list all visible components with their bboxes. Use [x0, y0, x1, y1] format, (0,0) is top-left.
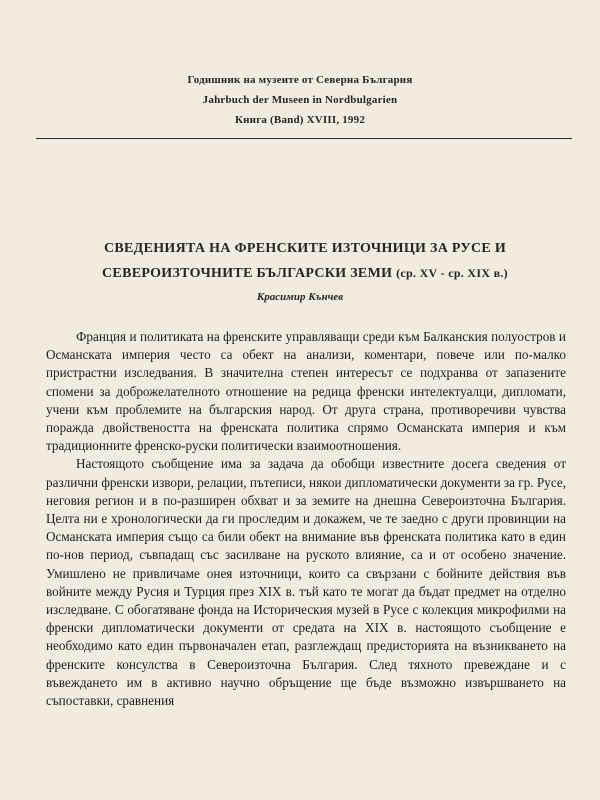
- journal-name-german: Jahrbuch der Museen in Nordbulgarien: [202, 94, 398, 106]
- article-title-main: СЕВЕРОИЗТОЧНИТЕ БЪЛГАРСКИ ЗЕМИ: [102, 266, 393, 281]
- article-title: [50, 236, 560, 286]
- article-title-period: (ср. XV - ср. XIX в.): [396, 266, 508, 280]
- body-paragraph-1: Франция и политиката на френските управляващи среди към Балканския полуостров и Османската империя често са обект на анализи, коментари, повече или по-малко пристрастни изследвания. В значителна степен интересът се подхранва от запазените спомени за доброжелателното отношение на редица френски интелектуалци, дипломати, учени към проблемите на българския народ. От друга страна, противоречиви чувства поражда двойствеността на френската политика спрямо Османската империя и към традиционните френско-руски политически взаимоотношения.: [46, 329, 566, 454]
- journal-name-bulgarian: Годишник на музеите от Северна България: [187, 74, 413, 86]
- journal-header: [0, 70, 600, 130]
- journal-volume: Книга (Band) XVIII, 1992: [234, 114, 366, 126]
- article-title-line-2: [50, 261, 560, 286]
- article-author: Красимир Кънчев: [256, 291, 344, 303]
- body-paragraph-2: Настоящото съобщение има за задача да обобщи известните досега сведения от различни френски извори, релации, пътеписи, някои дипломатически документи за гр. Русе, неговия регион и в по-разширен обхват и за земите на днешна Североизточна България. Целта ни е хронологически да ги проследим и докажем, че те заедно с други провинции на Османската империя също са били обект на внимание във френската политика като в един по-нов период, съвпадащ със засилване на руското влияние, са и от особено значение. Умишлено не привличаме онея източници, които са свързани с бойните действия във войните между Русия и Турция през XIX в. тъй като те могат да бъдат предмет на отделно изследване. С обогатяване фонда на Историческия музей в Русе с колекция микрофилми на френски дипломатически документи от средата на XIX в. настоящото съобщение е необходимо като един първоначален етап, разглеждащ предисторията на възникването на френските консулства в Североизточна България. След тяхното превеждане и с въвеждането им в активно научно обръщение ще бъде възможно извършването на съпоставки, сравнения: [46, 456, 566, 709]
- article-body: [46, 328, 566, 710]
- article-title-line-1: СВЕДЕНИЯТА НА ФРЕНСКИТЕ ИЗТОЧНИЦИ ЗА РУСЕ И: [103, 241, 507, 256]
- header-divider: [36, 138, 572, 139]
